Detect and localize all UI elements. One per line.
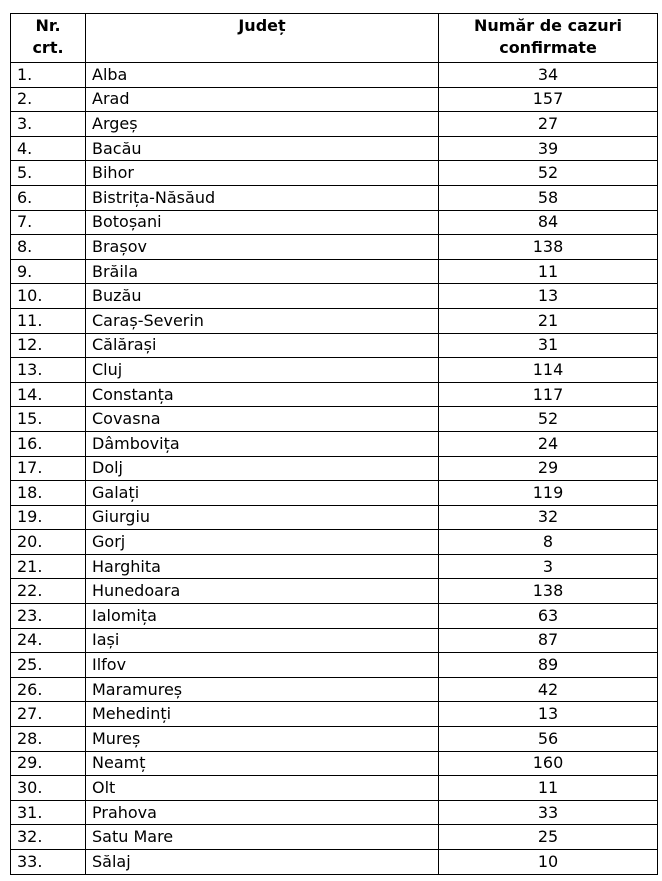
confirmed-cases-cell: 58 xyxy=(439,185,658,210)
county-name-cell: Ialomița xyxy=(86,604,439,629)
county-name-cell: Satu Mare xyxy=(86,825,439,850)
row-number-cell: 20. xyxy=(11,530,86,555)
row-number-cell: 17. xyxy=(11,456,86,481)
row-number-cell: 32. xyxy=(11,825,86,850)
row-number-cell: 3. xyxy=(11,112,86,137)
row-number-cell: 11. xyxy=(11,308,86,333)
table-row xyxy=(11,579,658,604)
county-name-cell: Maramureș xyxy=(86,677,439,702)
county-name-cell: Bistrița-Năsăud xyxy=(86,185,439,210)
county-name-cell: Iași xyxy=(86,628,439,653)
table-row xyxy=(11,850,658,875)
county-name-cell: Galați xyxy=(86,481,439,506)
header-judet: Județ xyxy=(86,14,439,63)
table-row xyxy=(11,776,658,801)
row-number-cell: 15. xyxy=(11,407,86,432)
county-name-cell: Hunedoara xyxy=(86,579,439,604)
table-header xyxy=(11,14,658,63)
county-name-cell: Călărași xyxy=(86,333,439,358)
table-row xyxy=(11,308,658,333)
table-row xyxy=(11,702,658,727)
table-row xyxy=(11,530,658,555)
county-name-cell: Mureș xyxy=(86,727,439,752)
table-row xyxy=(11,481,658,506)
row-number-cell: 12. xyxy=(11,333,86,358)
table-row xyxy=(11,333,658,358)
row-number-cell: 1. xyxy=(11,63,86,88)
county-name-cell: Botoșani xyxy=(86,210,439,235)
table-row xyxy=(11,407,658,432)
county-name-cell: Olt xyxy=(86,776,439,801)
table-row xyxy=(11,554,658,579)
county-name-cell: Giurgiu xyxy=(86,505,439,530)
row-number-cell: 24. xyxy=(11,628,86,653)
confirmed-cases-cell: 138 xyxy=(439,235,658,260)
county-name-cell: Dolj xyxy=(86,456,439,481)
row-number-cell: 19. xyxy=(11,505,86,530)
confirmed-cases-cell: 8 xyxy=(439,530,658,555)
header-cases-line1: Număr de cazuri xyxy=(474,16,622,35)
county-name-cell: Gorj xyxy=(86,530,439,555)
table-row xyxy=(11,358,658,383)
confirmed-cases-cell: 21 xyxy=(439,308,658,333)
confirmed-cases-cell: 27 xyxy=(439,112,658,137)
row-number-cell: 29. xyxy=(11,751,86,776)
confirmed-cases-cell: 89 xyxy=(439,653,658,678)
confirmed-cases-cell: 63 xyxy=(439,604,658,629)
table-row xyxy=(11,825,658,850)
header-cases xyxy=(439,14,658,63)
table-row xyxy=(11,505,658,530)
confirmed-cases-cell: 56 xyxy=(439,727,658,752)
confirmed-cases-cell: 3 xyxy=(439,554,658,579)
confirmed-cases-cell: 13 xyxy=(439,702,658,727)
table-row xyxy=(11,284,658,309)
county-name-cell: Sălaj xyxy=(86,850,439,875)
confirmed-cases-cell: 10 xyxy=(439,850,658,875)
county-name-cell: Ilfov xyxy=(86,653,439,678)
header-nr-line1: Nr. xyxy=(35,16,61,35)
county-name-cell: Buzău xyxy=(86,284,439,309)
county-name-cell: Bacău xyxy=(86,136,439,161)
row-number-cell: 10. xyxy=(11,284,86,309)
header-nr-line2: crt. xyxy=(32,38,64,57)
confirmed-cases-cell: 52 xyxy=(439,161,658,186)
row-number-cell: 22. xyxy=(11,579,86,604)
table-row xyxy=(11,727,658,752)
row-number-cell: 30. xyxy=(11,776,86,801)
confirmed-cases-cell: 160 xyxy=(439,751,658,776)
table-row xyxy=(11,235,658,260)
row-number-cell: 4. xyxy=(11,136,86,161)
confirmed-cases-cell: 84 xyxy=(439,210,658,235)
table-body xyxy=(11,63,658,875)
table-row xyxy=(11,382,658,407)
confirmed-cases-cell: 29 xyxy=(439,456,658,481)
county-name-cell: Caraș-Severin xyxy=(86,308,439,333)
row-number-cell: 16. xyxy=(11,431,86,456)
confirmed-cases-cell: 32 xyxy=(439,505,658,530)
confirmed-cases-cell: 157 xyxy=(439,87,658,112)
row-number-cell: 28. xyxy=(11,727,86,752)
row-number-cell: 9. xyxy=(11,259,86,284)
row-number-cell: 6. xyxy=(11,185,86,210)
row-number-cell: 21. xyxy=(11,554,86,579)
confirmed-cases-cell: 13 xyxy=(439,284,658,309)
row-number-cell: 33. xyxy=(11,850,86,875)
row-number-cell: 25. xyxy=(11,653,86,678)
county-name-cell: Covasna xyxy=(86,407,439,432)
row-number-cell: 7. xyxy=(11,210,86,235)
table-row xyxy=(11,185,658,210)
table-row xyxy=(11,628,658,653)
row-number-cell: 14. xyxy=(11,382,86,407)
confirmed-cases-cell: 25 xyxy=(439,825,658,850)
row-number-cell: 31. xyxy=(11,800,86,825)
county-name-cell: Argeș xyxy=(86,112,439,137)
table-row xyxy=(11,431,658,456)
row-number-cell: 2. xyxy=(11,87,86,112)
table-row xyxy=(11,136,658,161)
county-name-cell: Neamț xyxy=(86,751,439,776)
confirmed-cases-cell: 33 xyxy=(439,800,658,825)
table-row xyxy=(11,210,658,235)
county-name-cell: Arad xyxy=(86,87,439,112)
table-row xyxy=(11,63,658,88)
county-name-cell: Cluj xyxy=(86,358,439,383)
table-row xyxy=(11,604,658,629)
county-name-cell: Bihor xyxy=(86,161,439,186)
table-row xyxy=(11,677,658,702)
header-row xyxy=(11,14,658,63)
confirmed-cases-cell: 11 xyxy=(439,259,658,284)
county-name-cell: Prahova xyxy=(86,800,439,825)
county-name-cell: Brăila xyxy=(86,259,439,284)
confirmed-cases-cell: 138 xyxy=(439,579,658,604)
table-row xyxy=(11,456,658,481)
confirmed-cases-cell: 52 xyxy=(439,407,658,432)
table-row xyxy=(11,161,658,186)
row-number-cell: 26. xyxy=(11,677,86,702)
table-row xyxy=(11,800,658,825)
row-number-cell: 27. xyxy=(11,702,86,727)
confirmed-cases-cell: 42 xyxy=(439,677,658,702)
row-number-cell: 23. xyxy=(11,604,86,629)
confirmed-cases-cell: 39 xyxy=(439,136,658,161)
county-name-cell: Dâmbovița xyxy=(86,431,439,456)
table-row xyxy=(11,259,658,284)
row-number-cell: 13. xyxy=(11,358,86,383)
county-name-cell: Brașov xyxy=(86,235,439,260)
confirmed-cases-cell: 117 xyxy=(439,382,658,407)
confirmed-cases-cell: 31 xyxy=(439,333,658,358)
row-number-cell: 5. xyxy=(11,161,86,186)
confirmed-cases-cell: 24 xyxy=(439,431,658,456)
county-name-cell: Alba xyxy=(86,63,439,88)
confirmed-cases-cell: 34 xyxy=(439,63,658,88)
table-row xyxy=(11,653,658,678)
confirmed-cases-table xyxy=(10,13,658,875)
county-name-cell: Constanța xyxy=(86,382,439,407)
header-nr-crt xyxy=(11,14,86,63)
table-row xyxy=(11,751,658,776)
confirmed-cases-cell: 119 xyxy=(439,481,658,506)
header-cases-line2: confirmate xyxy=(499,38,597,57)
confirmed-cases-cell: 87 xyxy=(439,628,658,653)
county-name-cell: Mehedinți xyxy=(86,702,439,727)
row-number-cell: 8. xyxy=(11,235,86,260)
county-name-cell: Harghita xyxy=(86,554,439,579)
row-number-cell: 18. xyxy=(11,481,86,506)
table-row xyxy=(11,87,658,112)
confirmed-cases-cell: 11 xyxy=(439,776,658,801)
confirmed-cases-cell: 114 xyxy=(439,358,658,383)
table-row xyxy=(11,112,658,137)
